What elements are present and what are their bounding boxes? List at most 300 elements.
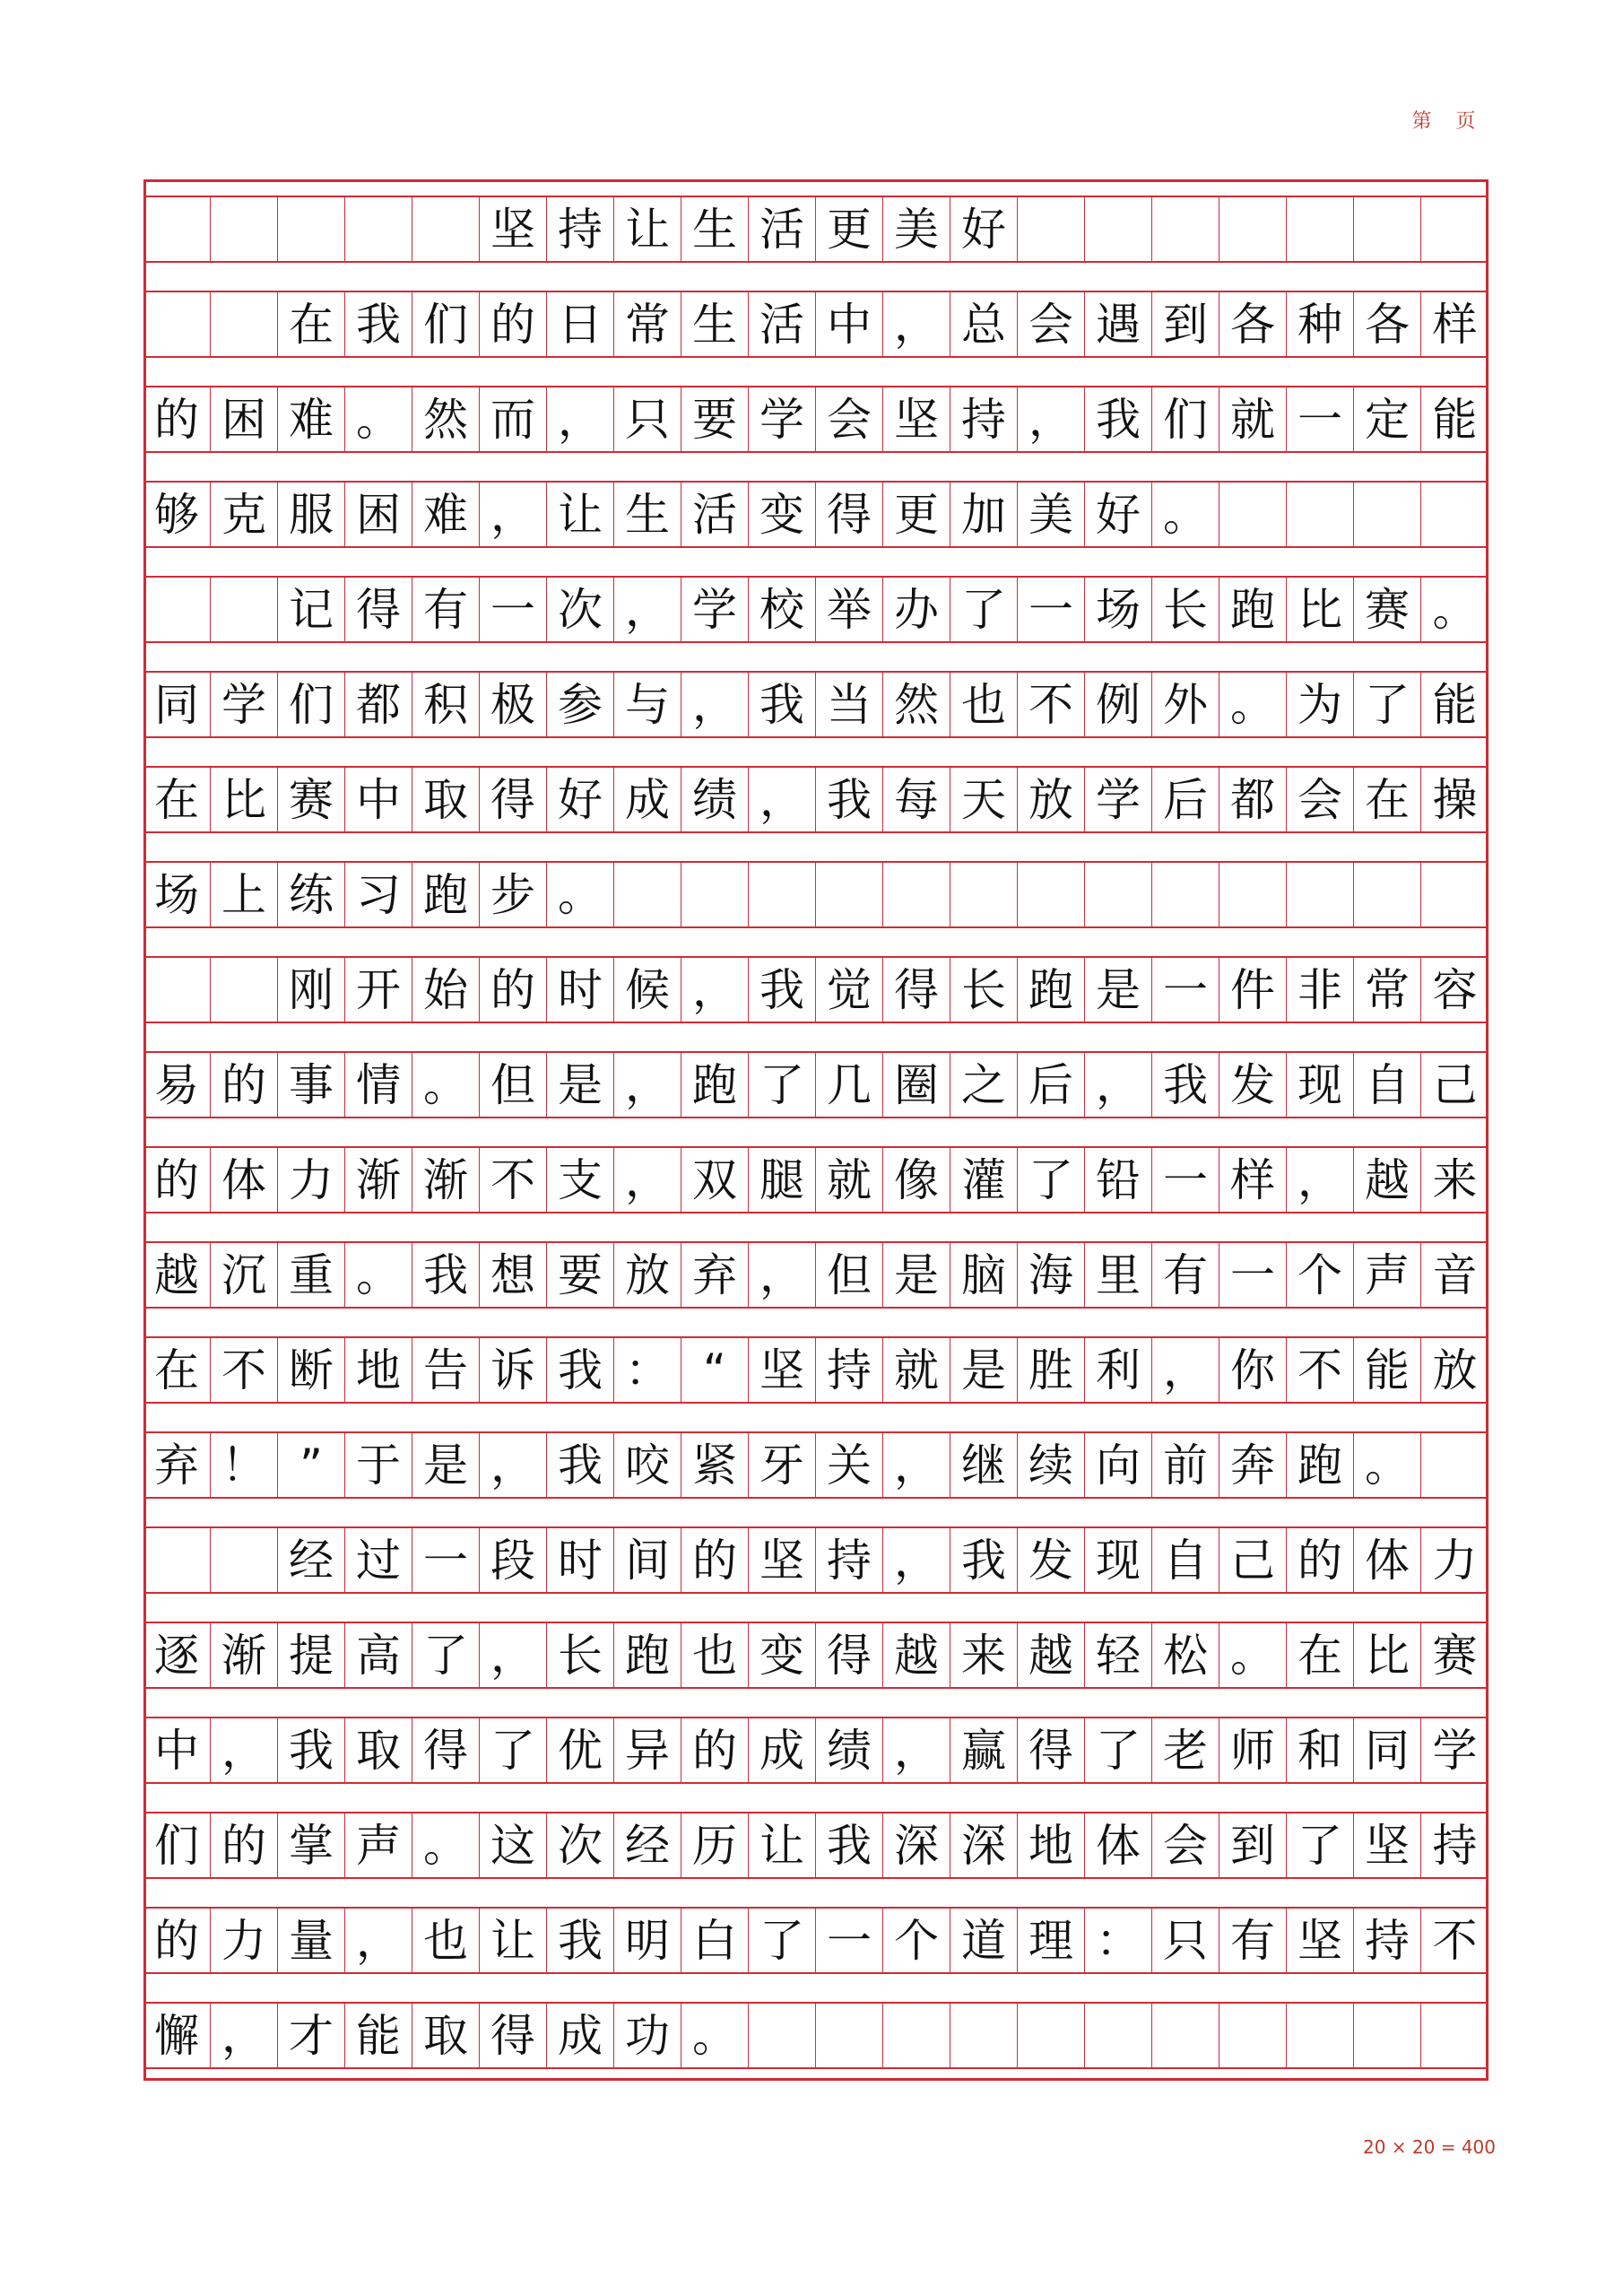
grid-cell: 得 <box>345 578 412 641</box>
grid-cell: ， <box>480 483 547 546</box>
grid-cell: 我 <box>1152 1053 1219 1117</box>
grid-cell <box>1219 197 1287 261</box>
grid-cell: 美 <box>1018 483 1085 546</box>
grid-cell: 中 <box>345 768 412 831</box>
grid-cell: ， <box>883 1528 950 1592</box>
grid-cell: 你 <box>1219 1338 1287 1402</box>
grid-cell: 持 <box>816 1338 883 1402</box>
grid-cell: 脑 <box>950 1243 1018 1307</box>
grid-cell <box>211 958 278 1022</box>
grid-cell: 异 <box>614 1718 681 1782</box>
grid-cell <box>143 1528 211 1592</box>
grid-cell: 利 <box>1085 1338 1152 1402</box>
grid-cell: 己 <box>1432 1058 1478 1111</box>
grid-cell: 们 <box>1152 387 1219 451</box>
grid-frame <box>143 179 1488 2081</box>
grid-row <box>143 2002 1488 2069</box>
grid-cell: 持 <box>1432 1819 1478 1872</box>
grid-cell: 力 <box>1432 1534 1478 1587</box>
grid-cell: 长 <box>1152 578 1219 641</box>
grid-cell <box>1421 1433 1488 1497</box>
grid-cell: 的 <box>681 1528 749 1592</box>
grid-cell: 例 <box>1085 673 1152 736</box>
grid-cell: 。 <box>1152 483 1219 546</box>
grid-cell: 理 <box>1018 1909 1085 1972</box>
grid-cell: 能 <box>1354 1338 1421 1402</box>
grid-cell: 牙 <box>749 1433 816 1497</box>
grid-cell: 越 <box>143 1243 211 1307</box>
grid-cell: 在 <box>143 768 211 831</box>
grid-cell: ， <box>345 1909 412 1972</box>
grid-cell <box>681 863 749 926</box>
grid-cell <box>883 863 950 926</box>
grid-cell: 遇 <box>1085 292 1152 356</box>
grid-cell: 会 <box>816 387 883 451</box>
grid-cell <box>1354 197 1421 261</box>
grid-cell: 我 <box>749 673 816 736</box>
grid-cell: 样 <box>1432 298 1478 351</box>
grid-cell <box>143 958 211 1022</box>
grid-cell: 学 <box>211 673 278 736</box>
grid-cell: 力 <box>278 1148 345 1212</box>
grid-cell <box>1287 483 1354 546</box>
grid-cell: 不 <box>211 1338 278 1402</box>
grid-cell <box>1354 483 1421 546</box>
grid-cell: 成 <box>749 1718 816 1782</box>
grid-cell: 了 <box>950 578 1018 641</box>
grid-cell <box>1018 2004 1085 2067</box>
grid-cell: 各 <box>1354 292 1421 356</box>
grid-cell: ， <box>614 578 681 641</box>
grid-cell: 习 <box>345 863 412 926</box>
composition-grid <box>143 179 1488 2081</box>
grid-cell: 继 <box>950 1433 1018 1497</box>
grid-cell: 难 <box>278 387 345 451</box>
grid-cell: 学 <box>681 578 749 641</box>
grid-cell: 。 <box>681 2004 749 2067</box>
grid-cell: 几 <box>816 1053 883 1117</box>
grid-cell: 是 <box>412 1433 480 1497</box>
grid-cell: 坚 <box>883 387 950 451</box>
grid-cell <box>1219 483 1287 546</box>
grid-cell: 的 <box>211 1813 278 1877</box>
grid-cell: 中 <box>143 1718 211 1782</box>
grid-cell: 提 <box>278 1623 345 1687</box>
grid-cell: 发 <box>1018 1528 1085 1592</box>
grid-cell: 难 <box>412 483 480 546</box>
grid-cell: 了 <box>1018 1148 1085 1212</box>
grid-cell: ！ <box>211 1433 278 1497</box>
grid-cell: 会 <box>1287 768 1354 831</box>
grid-cell: 有 <box>412 578 480 641</box>
grid-cell: 放 <box>1018 768 1085 831</box>
grid-cell: 在 <box>1287 1623 1354 1687</box>
grid-cell: 了 <box>480 1718 547 1782</box>
grid-cell: 觉 <box>816 958 883 1022</box>
grid-cell: 容 <box>1432 963 1478 1016</box>
grid-cell: 就 <box>816 1148 883 1212</box>
grid-cell: 绩 <box>681 768 749 831</box>
grid-cell: 功 <box>614 2004 681 2067</box>
grid-cell: 优 <box>547 1718 614 1782</box>
grid-cell: 支 <box>547 1148 614 1212</box>
grid-cell: 。 <box>1219 1623 1287 1687</box>
grid-cell: 的 <box>143 1909 211 1972</box>
grid-cell: 一 <box>412 1528 480 1592</box>
grid-cell: 时 <box>547 1528 614 1592</box>
grid-cell: 海 <box>1018 1243 1085 1307</box>
grid-cell: 生 <box>681 197 749 261</box>
grid-cell: ， <box>211 1718 278 1782</box>
grid-cell: 当 <box>816 673 883 736</box>
grid-cell: 这 <box>480 1813 547 1877</box>
grid-cell: 困 <box>211 387 278 451</box>
grid-cell: 积 <box>412 673 480 736</box>
grid-cell: 得 <box>480 2004 547 2067</box>
grid-cell: 绩 <box>816 1718 883 1782</box>
grid-cell: 也 <box>412 1909 480 1972</box>
grid-cell: 会 <box>1152 1813 1219 1877</box>
grid-cell: 极 <box>480 673 547 736</box>
grid-cell: 赢 <box>950 1718 1018 1782</box>
grid-row <box>143 196 1488 263</box>
grid-cell: 但 <box>480 1053 547 1117</box>
grid-cell <box>1287 2004 1354 2067</box>
grid-cell: 懈 <box>143 2004 211 2067</box>
grid-cell: 在 <box>278 292 345 356</box>
grid-cell: 发 <box>1219 1053 1287 1117</box>
grid-cell: 常 <box>614 292 681 356</box>
grid-cell: 老 <box>1152 1718 1219 1782</box>
grid-cell: 自 <box>1152 1528 1219 1592</box>
grid-cell: 开 <box>345 958 412 1022</box>
grid-cell <box>816 863 883 926</box>
grid-cell: 一 <box>1018 578 1085 641</box>
grid-cell: 记 <box>278 578 345 641</box>
grid-cell: 种 <box>1287 292 1354 356</box>
grid-cell: 后 <box>1152 768 1219 831</box>
grid-cell: 后 <box>1018 1053 1085 1117</box>
grid-cell: 服 <box>278 483 345 546</box>
grid-cell: 就 <box>1219 387 1287 451</box>
grid-cell: ， <box>749 1243 816 1307</box>
grid-cell: 不 <box>1018 673 1085 736</box>
grid-cell <box>1287 197 1354 261</box>
grid-cell: 参 <box>547 673 614 736</box>
grid-cell: 跑 <box>681 1053 749 1117</box>
grid-cell: 前 <box>1152 1433 1219 1497</box>
grid-cell: ， <box>681 958 749 1022</box>
grid-cell: 了 <box>749 1909 816 1972</box>
grid-cell: 的 <box>480 292 547 356</box>
grid-cell: 得 <box>816 1623 883 1687</box>
grid-cell: 一 <box>1219 1243 1287 1307</box>
grid-cell: 更 <box>883 483 950 546</box>
grid-cell: 弃 <box>143 1433 211 1497</box>
grid-cell: 得 <box>412 1718 480 1782</box>
grid-cell: 都 <box>1219 768 1287 831</box>
grid-cell: ， <box>749 768 816 831</box>
grid-cell: 取 <box>412 2004 480 2067</box>
grid-cell: 和 <box>1287 1718 1354 1782</box>
grid-cell <box>278 197 345 261</box>
grid-row <box>143 1051 1488 1118</box>
grid-cell: 得 <box>1018 1718 1085 1782</box>
grid-cell: 渐 <box>211 1623 278 1687</box>
grid-cell: 而 <box>480 387 547 451</box>
grid-cell: 也 <box>681 1623 749 1687</box>
grid-cell: 够 <box>143 483 211 546</box>
grid-cell: 取 <box>412 768 480 831</box>
grid-cell: 咬 <box>614 1433 681 1497</box>
grid-cell: 情 <box>345 1053 412 1117</box>
grid-cell: ： <box>614 1338 681 1402</box>
grid-cell: 是 <box>1085 958 1152 1022</box>
grid-cell: 坚 <box>749 1338 816 1402</box>
grid-cell: 举 <box>816 578 883 641</box>
grid-cell <box>1354 863 1421 926</box>
grid-cell: 声 <box>345 1813 412 1877</box>
grid-cell: 腿 <box>749 1148 816 1212</box>
grid-cell: 个 <box>1287 1243 1354 1307</box>
grid-cell: 明 <box>614 1909 681 1972</box>
grid-cell: 坚 <box>749 1528 816 1592</box>
grid-cell: 过 <box>345 1528 412 1592</box>
grid-cell: 易 <box>143 1053 211 1117</box>
grid-cell: 有 <box>1219 1909 1287 1972</box>
grid-cell: 地 <box>1018 1813 1085 1877</box>
grid-cell: 地 <box>345 1338 412 1402</box>
grid-cell: 像 <box>883 1148 950 1212</box>
grid-cell: 坚 <box>1354 1813 1421 1877</box>
grid-cell: 体 <box>1085 1813 1152 1877</box>
grid-cell: ， <box>480 1623 547 1687</box>
grid-cell: 天 <box>950 768 1018 831</box>
grid-cell: 掌 <box>278 1813 345 1877</box>
grid-cell: 日 <box>547 292 614 356</box>
grid-cell: 。 <box>412 1053 480 1117</box>
grid-cell <box>412 197 480 261</box>
grid-cell: 得 <box>816 483 883 546</box>
grid-cell: 。 <box>412 1813 480 1877</box>
grid-cell: 我 <box>345 292 412 356</box>
grid-cell: 了 <box>1354 673 1421 736</box>
grid-cell: 事 <box>278 1053 345 1117</box>
grid-cell <box>749 2004 816 2067</box>
grid-cell <box>1421 483 1488 546</box>
grid-cell: 。 <box>547 863 614 926</box>
grid-cell: ” <box>278 1433 345 1497</box>
grid-cell: ， <box>614 1053 681 1117</box>
grid-cell: 赛 <box>278 768 345 831</box>
grid-cell: 只 <box>1152 1909 1219 1972</box>
grid-cell: 持 <box>547 197 614 261</box>
grid-cell: 我 <box>547 1338 614 1402</box>
grid-cell <box>143 197 211 261</box>
grid-cell: 渐 <box>345 1148 412 1212</box>
grid-cell <box>1152 863 1219 926</box>
grid-cell: 赛 <box>1354 578 1421 641</box>
grid-row <box>143 1717 1488 1784</box>
grid-cell: ， <box>614 1148 681 1212</box>
grid-row <box>143 1241 1488 1309</box>
grid-row <box>143 1622 1488 1689</box>
grid-cell: 个 <box>883 1909 950 1972</box>
grid-cell: 取 <box>345 1718 412 1782</box>
grid-cell <box>883 2004 950 2067</box>
grid-cell <box>1018 197 1085 261</box>
grid-cell: 在 <box>1354 768 1421 831</box>
grid-cell: 深 <box>950 1813 1018 1877</box>
grid-cell: “ <box>681 1338 749 1402</box>
grid-cell <box>1085 863 1152 926</box>
grid-cell: 候 <box>614 958 681 1022</box>
grid-cell: 圈 <box>883 1053 950 1117</box>
grid-cell: 越 <box>1354 1148 1421 1212</box>
grid-cell: 美 <box>883 197 950 261</box>
grid-cell: 活 <box>749 197 816 261</box>
grid-cell: 比 <box>211 768 278 831</box>
grid-cell: 更 <box>816 197 883 261</box>
grid-cell: 不 <box>1432 1914 1478 1967</box>
grid-cell <box>749 863 816 926</box>
grid-cell: 的 <box>211 1053 278 1117</box>
grid-cell: 学 <box>1085 768 1152 831</box>
grid-cell: 我 <box>1085 387 1152 451</box>
grid-cell: 。 <box>345 1243 412 1307</box>
grid-cell: 加 <box>950 483 1018 546</box>
grid-cell: ， <box>1085 1053 1152 1117</box>
grid-cell: 告 <box>412 1338 480 1402</box>
grid-row <box>143 1812 1488 1879</box>
grid-cell: 灌 <box>950 1148 1018 1212</box>
grid-cell: ， <box>883 1433 950 1497</box>
grid-cell: 跑 <box>1219 578 1287 641</box>
grid-cell: 成 <box>614 768 681 831</box>
grid-cell: 总 <box>950 292 1018 356</box>
grid-row <box>143 861 1488 928</box>
grid-cell: 之 <box>950 1053 1018 1117</box>
grid-cell: 了 <box>1085 1718 1152 1782</box>
grid-cell: 经 <box>614 1813 681 1877</box>
grid-cell: 跑 <box>614 1623 681 1687</box>
grid-cell: 不 <box>1287 1338 1354 1402</box>
grid-cell <box>1018 863 1085 926</box>
grid-cell: 是 <box>950 1338 1018 1402</box>
grid-cell: 得 <box>883 958 950 1022</box>
grid-cell: 一 <box>480 578 547 641</box>
grid-cell: 中 <box>816 292 883 356</box>
grid-cell: 生 <box>614 483 681 546</box>
grid-cell <box>1421 863 1488 926</box>
grid-row <box>143 956 1488 1023</box>
grid-cell: 为 <box>1287 673 1354 736</box>
grid-cell: 持 <box>1354 1909 1421 1972</box>
grid-cell <box>1421 2004 1488 2067</box>
grid-row <box>143 481 1488 548</box>
grid-cell: 好 <box>1085 483 1152 546</box>
grid-cell <box>1085 197 1152 261</box>
grid-cell: 办 <box>883 578 950 641</box>
grid-cell: 我 <box>816 768 883 831</box>
grid-cell: ， <box>883 1718 950 1782</box>
grid-cell <box>345 197 412 261</box>
grid-cell: 上 <box>211 863 278 926</box>
grid-cell: 困 <box>345 483 412 546</box>
grid-cell: 克 <box>211 483 278 546</box>
grid-cell: 到 <box>1219 1813 1287 1877</box>
grid-cell: 体 <box>1354 1528 1421 1592</box>
grid-cell <box>614 863 681 926</box>
grid-cell <box>211 578 278 641</box>
grid-cell: 生 <box>681 292 749 356</box>
grid-cell: 与 <box>614 673 681 736</box>
grid-cell: 经 <box>278 1528 345 1592</box>
grid-cell: 外 <box>1152 673 1219 736</box>
grid-cell: 每 <box>883 768 950 831</box>
grid-cell: 操 <box>1432 773 1478 826</box>
grid-cell: 双 <box>681 1148 749 1212</box>
grid-row <box>143 766 1488 833</box>
grid-cell: 定 <box>1354 387 1421 451</box>
grid-cell: 我 <box>749 958 816 1022</box>
grid-cell: 己 <box>1219 1528 1287 1592</box>
grid-cell: 师 <box>1219 1718 1287 1782</box>
grid-cell: 坚 <box>480 197 547 261</box>
grid-cell: 我 <box>547 1433 614 1497</box>
grid-cell: 好 <box>547 768 614 831</box>
grid-cell: 时 <box>547 958 614 1022</box>
grid-cell: 想 <box>480 1243 547 1307</box>
grid-cell: ， <box>480 1433 547 1497</box>
grid-cell: 样 <box>1219 1148 1287 1212</box>
grid-cell: 断 <box>278 1338 345 1402</box>
grid-cell: 能 <box>1432 678 1478 731</box>
grid-cell <box>1085 2004 1152 2067</box>
grid-cell: 们 <box>278 673 345 736</box>
grid-cell: 渐 <box>412 1148 480 1212</box>
grid-cell: 逐 <box>143 1623 211 1687</box>
grid-cell: 音 <box>1432 1248 1478 1301</box>
grid-count-label: 20 × 20 = 400 <box>1362 2136 1496 2158</box>
grid-cell: 练 <box>278 863 345 926</box>
grid-cell: 放 <box>1432 1344 1478 1396</box>
grid-row <box>143 1907 1488 1974</box>
grid-cell <box>950 863 1018 926</box>
grid-cell: 同 <box>143 673 211 736</box>
grid-cell: 奔 <box>1219 1433 1287 1497</box>
grid-cell: 自 <box>1354 1053 1421 1117</box>
grid-cell: 要 <box>547 1243 614 1307</box>
grid-cell: 让 <box>480 1909 547 1972</box>
grid-cell: 的 <box>143 387 211 451</box>
grid-cell: 也 <box>950 673 1018 736</box>
grid-cell: 赛 <box>1432 1629 1478 1682</box>
grid-cell: 关 <box>816 1433 883 1497</box>
grid-cell: 能 <box>1432 393 1478 446</box>
grid-cell <box>950 2004 1018 2067</box>
grid-cell: 里 <box>1085 1243 1152 1307</box>
grid-cell: 一 <box>816 1909 883 1972</box>
grid-cell <box>1219 2004 1287 2067</box>
grid-cell: ， <box>211 2004 278 2067</box>
grid-cell: 只 <box>614 387 681 451</box>
grid-cell: 跑 <box>412 863 480 926</box>
grid-cell: 件 <box>1219 958 1287 1022</box>
grid-cell: 让 <box>614 197 681 261</box>
grid-cell: 不 <box>480 1148 547 1212</box>
grid-cell: 学 <box>1432 1724 1478 1777</box>
